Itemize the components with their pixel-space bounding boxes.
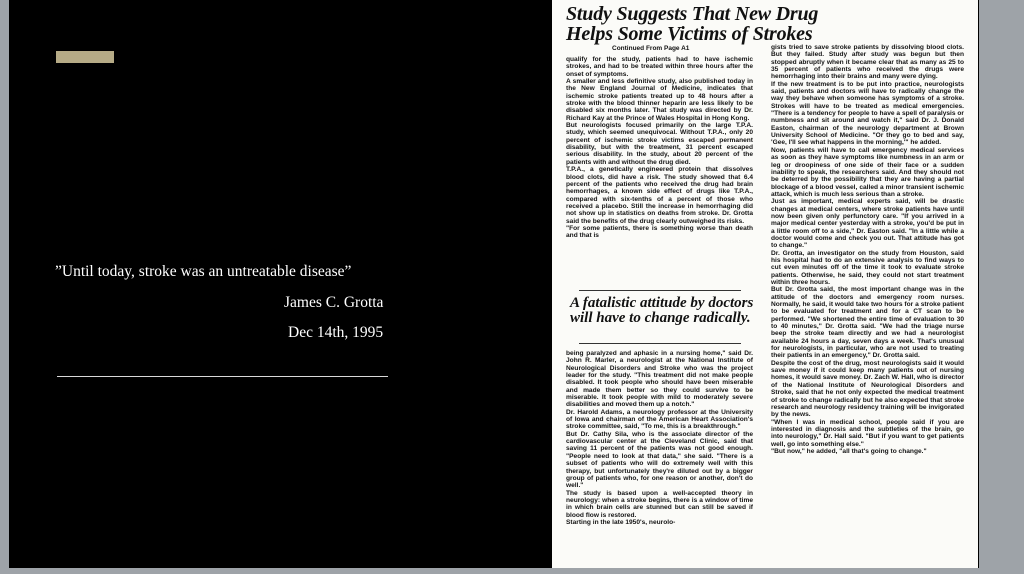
newspaper-clipping <box>552 0 978 568</box>
quote-block <box>55 262 395 341</box>
paragraph: But Dr. Cathy Sila, who is the associate director of the cardiovascular center at the Cleveland Clinic, said that saving 11 percent of the patients was not good enough. "People need to look at that data," she said. "There is a subset of patients who will do extremely well with this therapy, but unfortunately they're diluted out by a bigger group of patients who, for one reason or another, don't do well." <box>566 430 753 490</box>
headline <box>566 4 972 44</box>
divider-line <box>57 376 388 377</box>
quote-date: Dec 14th, 1995 <box>288 324 384 341</box>
paragraph: But Dr. Grotta said, the most important change was in the attitude of the doctors and emergency room nurses. Normally, he said, it would take two hours for a stroke patient to be evaluated for treatment and for a CT scan to be performed. "We shortened the entire time of evaluation to 30 to 40 minutes," Dr. Grotta said. "We had the triage nurse beep the stroke team directly and we had a neurologist available 24 hours a day, seven days a week. That's unusual for neurologists, in particular, who are not used to treating their patients in an emergency," Dr. Grotta said. <box>771 286 964 360</box>
article-column-1-bottom <box>566 350 753 566</box>
headline-line-1: Study Suggests That New Drug <box>566 3 819 25</box>
paragraph: Dr. Grotta, an investigator on the study from Houston, said his hospital had to do an extensive analysis to find ways to cut even minutes off of the time it took to evaluate stroke patients. Otherwise, he said, they could not start treatment within three hours. <box>771 249 964 286</box>
pull-quote: A fatalistic attitude by doctors will have to change radically. <box>570 295 754 326</box>
paragraph: But neurologists focused primarily on the large T.P.A. study, which seemed unequivocal. Without T.P.A., only 20 percent of ischemic stroke victims escaped permanent disability, but with the treatment, 31 percent escaped serious disability. In the study, about 20 percent of the patients with and without the drug died. <box>566 122 753 166</box>
continued-from: Continued From Page A1 <box>612 45 690 52</box>
article-column-1-top <box>566 56 753 282</box>
quote-author: James C. Grotta <box>284 294 384 311</box>
paragraph: If the new treatment is to be put into practice, neurologists said, patients and doctors will have to radically change the way they behave when someone has symptoms of a stroke. Strokes will have to be treated as medical emergencies. "There is a tendency for people to have a spell of paralysis or numbness and sit around and watch it," said Dr. J. Donald Easton, chairman of the neurology department at Brown University School of Medicine. "Or they go to bed and say, 'Gee, I'll see what happens in the morning,'" he added. <box>771 80 964 147</box>
paragraph: A smaller and less definitive study, also published today in the New England Journal of Medicine, indicates that ischemic stroke patients treated up to 48 hours after a stroke with the blood thinner heparin are less likely to be disabled six months later. That study was directed by Dr. Richard Kay at the Prince of Wales Hospital in Hong Kong. <box>566 78 753 122</box>
paragraph: Now, patients will have to call emergency medical services as soon as they have symptoms like numbness in an arm or leg or droopiness of one side of their face or a sudden inability to speak, the researchers said. And they should not be deterred by the possibility that they are having a partial blockage of a blood vessel, called a minor transient ischemic attack, which is much less serious than a stroke. <box>771 146 964 198</box>
paragraph: Starting in the late 1950's, neurolo- <box>566 518 676 526</box>
paragraph: Just as important, medical experts said, will be drastic changes at medical centers, where stroke patients have until now been given only perfunctory care. "If you arrived in a major medical center yesterday with a stroke, you'd be put in a little room off to a side," Dr. Easton said. "In a little while a doctor would come and check you out. That attitude has got to change." <box>771 198 964 250</box>
pull-quote-rule-top <box>579 290 741 291</box>
paragraph: "When I was in medical school, people said if you are interested in diagnosis and the subtleties of the brain, go into neurology," Dr. Hall said. "But if you want to get patients well, go into something else." <box>771 418 964 448</box>
paragraph: Dr. Harold Adams, a neurology professor at the University of Iowa and chairman of the American Heart Association's stroke committee, said, "To me, this is a breakthrough." <box>566 408 753 431</box>
accent-bar <box>56 51 114 63</box>
paragraph: The study is based upon a well-accepted theory in neurology: when a stroke begins, there is a window of time in which brain cells are stunned but can still be saved if blood flow is restored. <box>566 489 753 519</box>
pull-quote-rule-bottom <box>579 343 741 344</box>
paragraph: gists tried to save stroke patients by dissolving blood clots. But they failed. Study after study was begun but then stopped abruptly when it became clear that as many as 25 to 35 percent of patients who received the drugs were hemorrhaging into their brains and many were dying. <box>771 44 964 81</box>
headline-line-2: Helps Some Victims of Strokes <box>566 23 813 45</box>
paragraph: T.P.A., a genetically engineered protein that dissolves blood clots, did have a risk. The study showed that 6.4 percent of the patients who received the drug had brain hemorrhages, a known side effect of drugs like T.P.A., compared with six-tenths of a percent of those who received a placebo. Still the increase in hemorrhaging did not show up in statistics on deaths from stroke. Dr. Grotta said the benefits of the drug clearly outweighed its risks. <box>566 166 753 225</box>
quote-text: ”Until today, stroke was an untreatable disease” <box>55 263 352 280</box>
paragraph: being paralyzed and aphasic in a nursing home," said Dr. John R. Marler, a neurologist at the National Institute of Neurological Disorders and Stroke who was the project leader for the study. "This treatment did not make people disabled. It took people who should have been miserable and made them better so they could survive to be miserable. It took people with mild to moderately severe disabilities and moved them up a notch." <box>566 350 753 409</box>
paragraph: qualify for the study, patients had to have ischemic strokes, and had to be treated within three hours after the onset of symptoms. <box>566 56 753 78</box>
paragraph: Despite the cost of the drug, most neurologists said it would save money if it could keep many patients out of nursing homes, it would save money. Dr. Zach W. Hall, who is director of the National Institute of Neurological Disorders and Stroke, said that he not only expected the medical treatment of stroke to change radically but he also expected that stroke research and neurology residency training will be invigorated by the news. <box>771 359 964 419</box>
paragraph: "But now," he added, "all that's going to change." <box>771 447 927 455</box>
paragraph: "For some patients, there is something worse than death and that is <box>566 224 753 240</box>
article-column-2 <box>771 44 964 566</box>
